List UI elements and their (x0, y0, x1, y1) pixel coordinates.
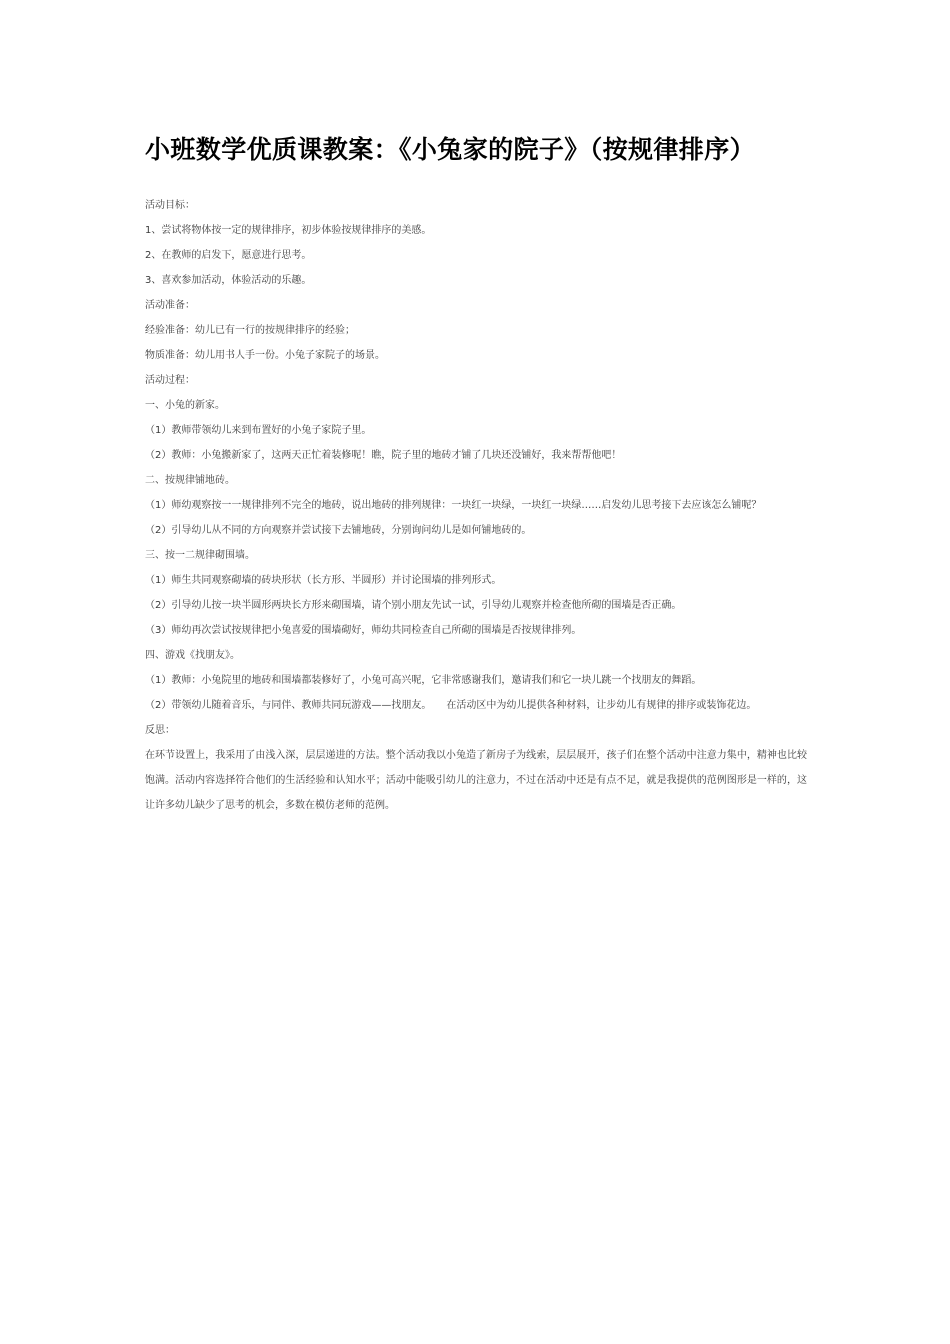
heading-objectives: 活动目标： (145, 200, 195, 211)
heading-reflection: 反思： (145, 725, 175, 736)
objective-1: 1、尝试将物体按一定的规律排序，初步体验按规律排序的美感。 (145, 225, 432, 236)
section-1-step-1: （1）教师带领幼儿来到布置好的小兔子家院子里。 (145, 425, 372, 436)
document-body (145, 193, 807, 818)
section-3-step-2: （2）引导幼儿按一块半圆形两块长方形来砌围墙，请个别小朋友先试一试，引导幼儿观察并检查他所砌的围墙是否正确。 (145, 600, 682, 611)
section-3-heading: 三、按一二规律砌围墙。 (145, 550, 255, 561)
reflection-text: 在环节设置上，我采用了由浅入深，层层递进的方法。整个活动我以小兔造了新房子为线索，层层展开，孩子们在整个活动中注意力集中，精神也比较饱满。活动内容选择符合他们的生活经验和认知水平；活动中能吸引幼儿的注意力，不过在活动中还是有点不足，就是我提供的范例图形是一样的，这让许多幼儿缺少了思考的机会，多数在模仿老师的范例。 (145, 750, 807, 811)
section-2-heading: 二、按规律铺地砖。 (145, 475, 235, 486)
objective-2: 2、在教师的启发下，愿意进行思考。 (145, 250, 312, 261)
page-title: 小班数学优质课教案：《小兔家的院子》（按规律排序） (145, 135, 756, 164)
preparation-materials: 物质准备：幼儿用书人手一份。小兔子家院子的场景。 (145, 350, 385, 361)
section-1-heading: 一、小兔的新家。 (145, 400, 225, 411)
section-2-step-2: （2）引导幼儿从不同的方向观察并尝试接下去铺地砖，分别询问幼儿是如何铺地砖的。 (145, 525, 532, 536)
heading-preparation: 活动准备： (145, 300, 195, 311)
section-4-step-2: （2）带领幼儿随着音乐，与同伴、教师共同玩游戏——找朋友。 在活动区中为幼儿提供各种材料，让步幼儿有规律的排序或装饰花边。 (145, 700, 757, 711)
section-2-step-1: （1）师幼观察按一一规律排列不完全的地砖，说出地砖的排列规律：一块红一块绿，一块红一块绿……启发幼儿思考接下去应该怎么铺呢？ (145, 500, 762, 511)
section-3-step-3: （3）师幼再次尝试按规律把小兔喜爱的围墙砌好，师幼共同检查自己所砌的围墙是否按规律排列。 (145, 625, 582, 636)
section-4-heading: 四、游戏《找朋友》。 (145, 650, 240, 661)
objective-3: 3、喜欢参加活动，体验活动的乐趣。 (145, 275, 312, 286)
section-4-step-1: （1）教师：小兔院里的地砖和围墙都装修好了，小兔可高兴呢，它非常感谢我们，邀请我们和它一块儿跳一个找朋友的舞蹈。 (145, 675, 702, 686)
preparation-experience: 经验准备：幼儿已有一行的按规律排序的经验； (145, 325, 355, 336)
section-1-step-2: （2）教师：小兔搬新家了，这两天正忙着装修呢！瞧，院子里的地砖才铺了几块还没铺好，我来帮帮他吧！ (145, 450, 622, 461)
section-3-step-1: （1）师生共同观察砌墙的砖块形状（长方形、半圆形）并讨论围墙的排列形式。 (145, 575, 502, 586)
heading-process: 活动过程： (145, 375, 195, 386)
